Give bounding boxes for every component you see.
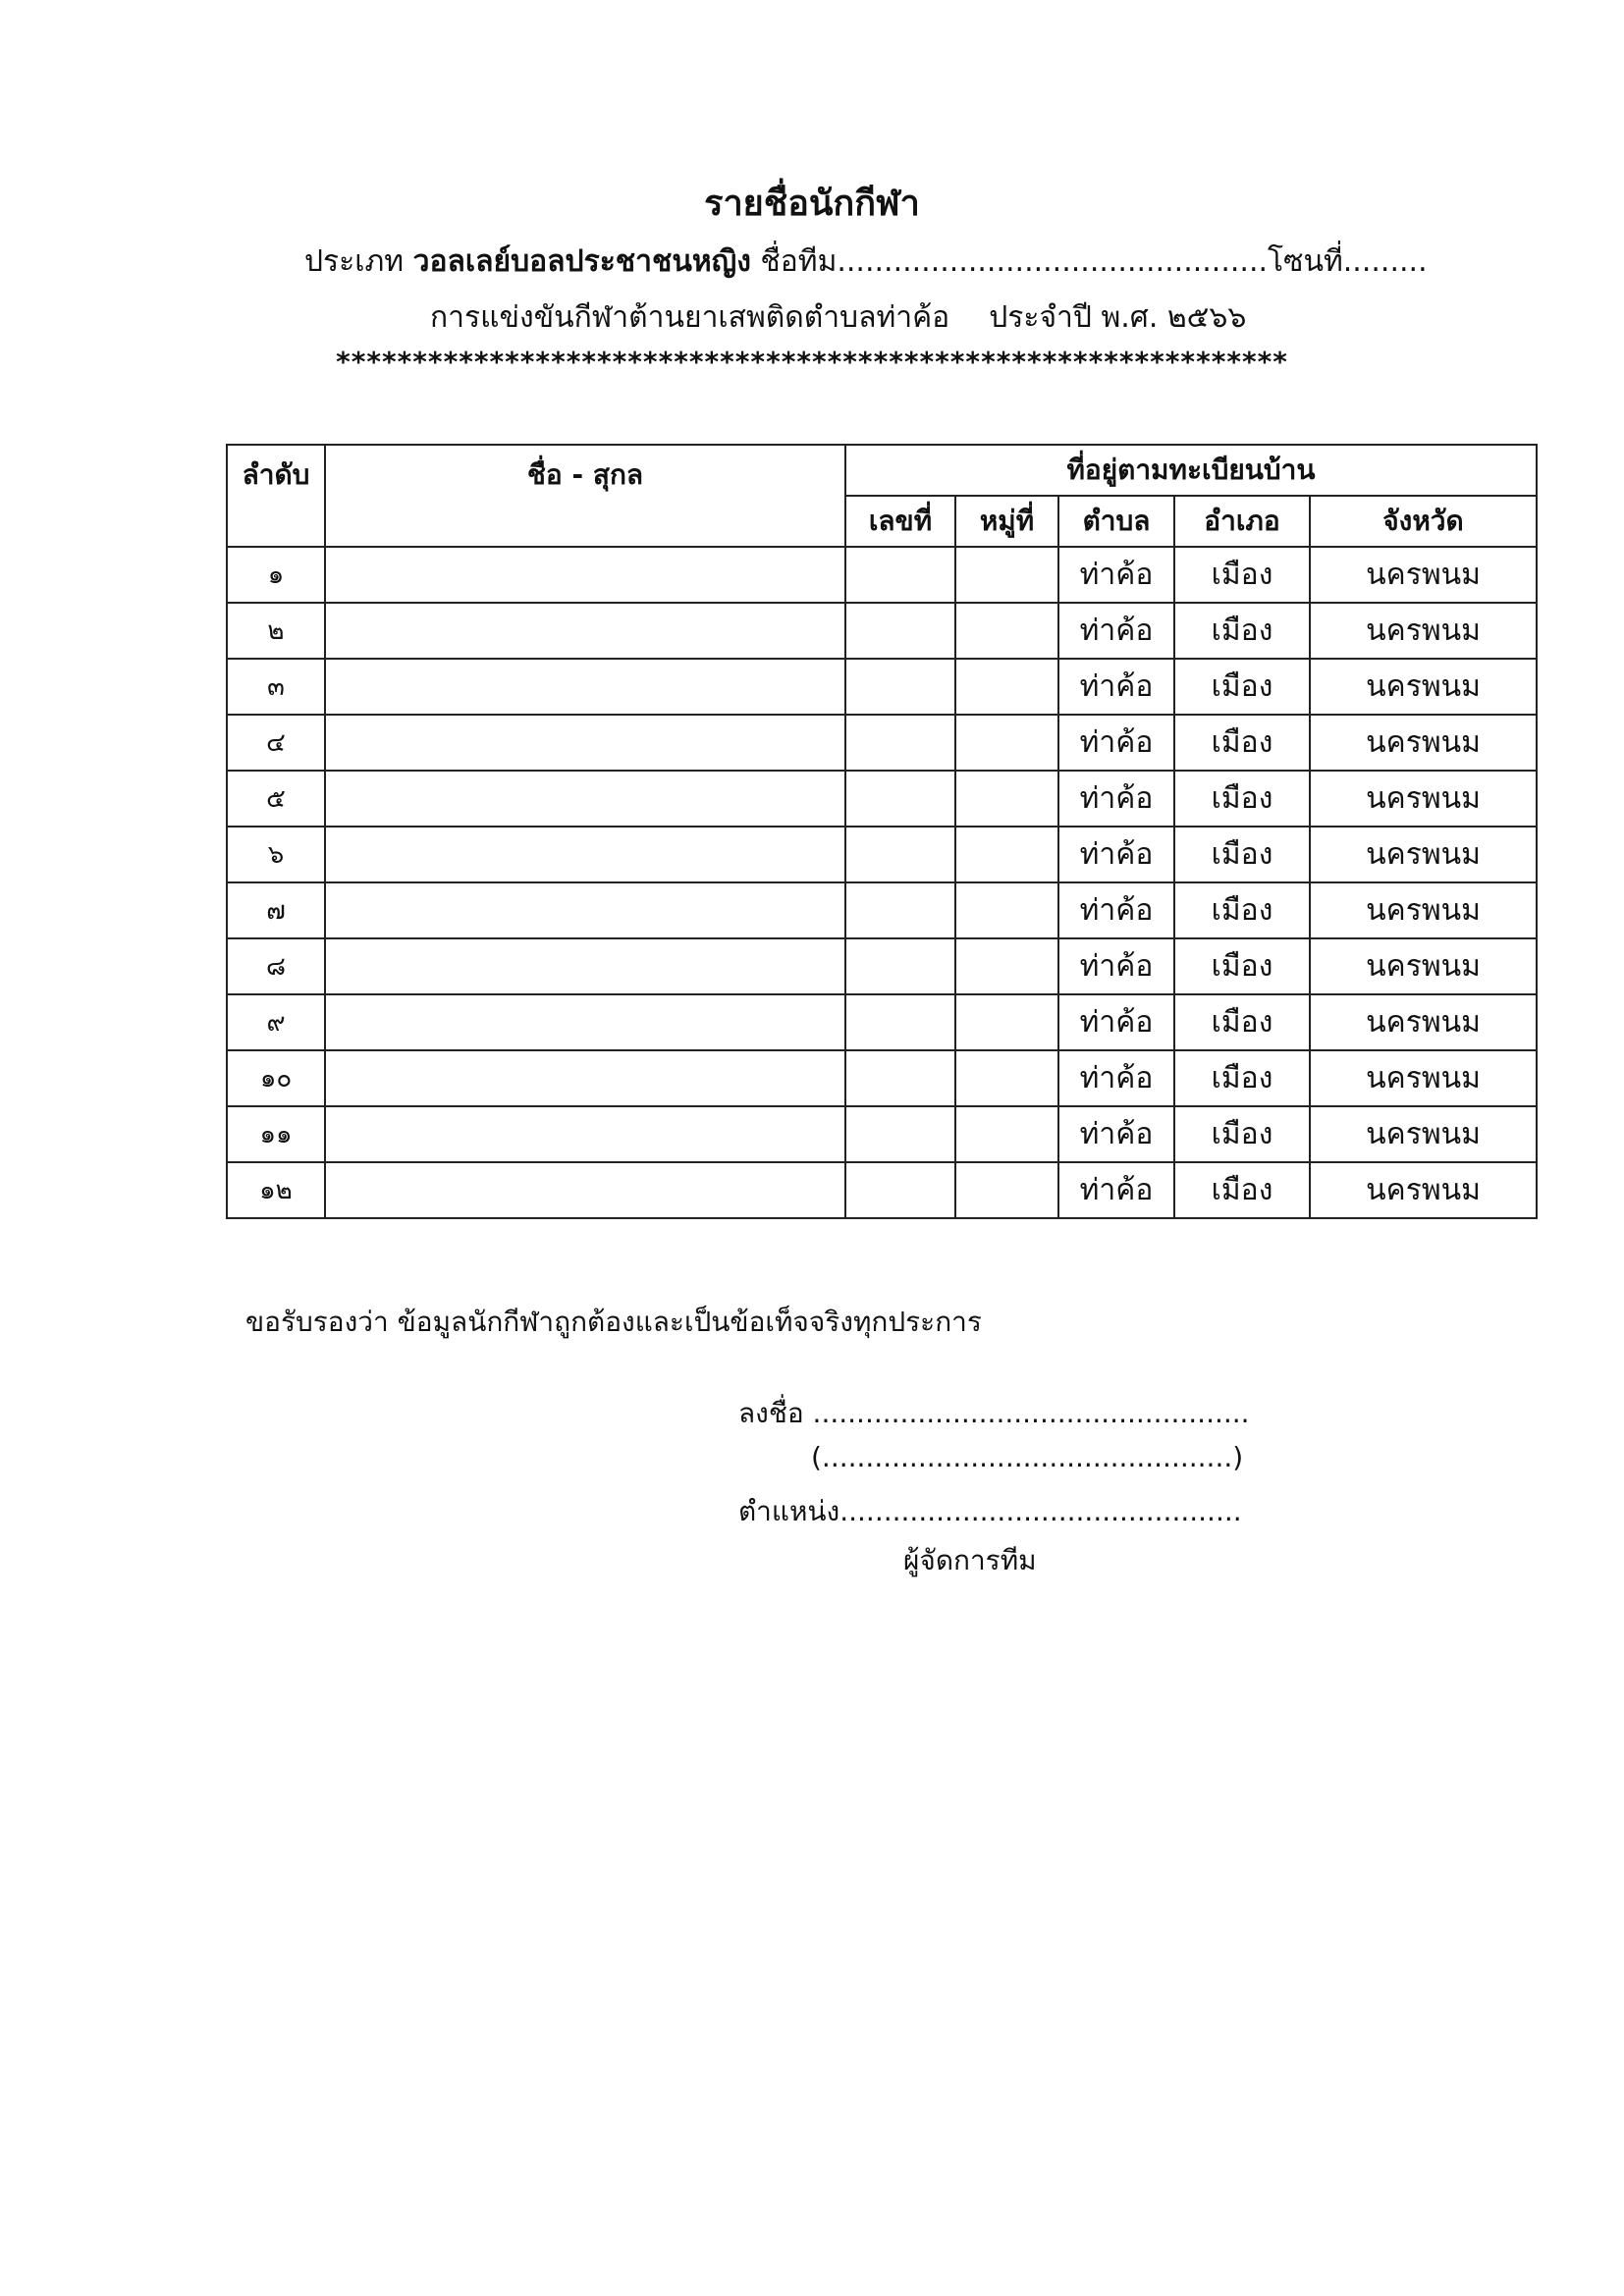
village-cell — [955, 882, 1058, 938]
subdistrict-cell: ท่าค้อ — [1058, 547, 1174, 603]
name-cell — [325, 1162, 845, 1218]
signature-name-line: (...............................................) — [811, 1441, 1244, 1473]
house-no-cell — [845, 1106, 955, 1162]
house-no-cell — [845, 547, 955, 603]
province-cell: นครพนม — [1310, 827, 1537, 882]
name-cell — [325, 715, 845, 771]
event-name: การแข่งขันกีฬาต้านยาเสพติดตำบลท่าค้อ — [430, 300, 950, 335]
name-cell — [325, 1050, 845, 1106]
table-row — [227, 715, 1537, 771]
province-cell: นครพนม — [1310, 882, 1537, 938]
district-cell: เมือง — [1174, 715, 1310, 771]
house-no-cell — [845, 659, 955, 715]
house-no-cell — [845, 827, 955, 882]
header-province: จังหวัด — [1310, 496, 1537, 547]
table-row — [227, 1050, 1537, 1106]
table-row — [227, 882, 1537, 938]
order-cell: ๓ — [227, 659, 325, 715]
order-cell: ๑๐ — [227, 1050, 325, 1106]
type-label: ประเภท — [304, 244, 405, 279]
type-team-line — [304, 239, 1428, 285]
village-cell — [955, 938, 1058, 994]
position-line: ตำแหน่ง.............................................. — [738, 1495, 1242, 1527]
certification-text: ขอรับรองว่า ข้อมูลนักกีฬาถูกต้องและเป็นข้อเท็จจริงทุกประการ — [245, 1306, 982, 1338]
subdistrict-cell: ท่าค้อ — [1058, 994, 1174, 1050]
subdistrict-cell: ท่าค้อ — [1058, 827, 1174, 882]
district-cell: เมือง — [1174, 882, 1310, 938]
header-address: ที่อยู่ตามทะเบียนบ้าน — [845, 445, 1537, 496]
header-village: หมู่ที่ — [955, 496, 1058, 547]
order-cell: ๖ — [227, 827, 325, 882]
subdistrict-cell: ท่าค้อ — [1058, 659, 1174, 715]
name-cell — [325, 659, 845, 715]
subdistrict-cell: ท่าค้อ — [1058, 715, 1174, 771]
order-cell: ๔ — [227, 715, 325, 771]
name-cell — [325, 938, 845, 994]
order-cell: ๑ — [227, 547, 325, 603]
name-cell — [325, 547, 845, 603]
village-cell — [955, 827, 1058, 882]
village-cell — [955, 1106, 1058, 1162]
zone-label: โซนที่......... — [1268, 244, 1428, 279]
name-cell — [325, 827, 845, 882]
province-cell: นครพนม — [1310, 547, 1537, 603]
province-cell: นครพนม — [1310, 1106, 1537, 1162]
name-cell — [325, 771, 845, 827]
table-row — [227, 827, 1537, 882]
subdistrict-cell: ท่าค้อ — [1058, 771, 1174, 827]
document-title: รายชื่อนักกีฬา — [704, 184, 920, 224]
signature-line: ลงชื่อ .................................................. — [738, 1397, 1250, 1429]
table-row — [227, 771, 1537, 827]
province-cell: นครพนม — [1310, 1162, 1537, 1218]
order-cell: ๕ — [227, 771, 325, 827]
district-cell: เมือง — [1174, 547, 1310, 603]
order-cell: ๘ — [227, 938, 325, 994]
village-cell — [955, 547, 1058, 603]
order-cell: ๒ — [227, 603, 325, 659]
name-cell — [325, 882, 845, 938]
house-no-cell — [845, 938, 955, 994]
header-order: ลำดับ — [227, 445, 325, 547]
province-cell: นครพนม — [1310, 1050, 1537, 1106]
house-no-cell — [845, 771, 955, 827]
district-cell: เมือง — [1174, 1106, 1310, 1162]
district-cell: เมือง — [1174, 771, 1310, 827]
district-cell: เมือง — [1174, 938, 1310, 994]
district-cell: เมือง — [1174, 603, 1310, 659]
village-cell — [955, 659, 1058, 715]
name-cell — [325, 994, 845, 1050]
header-name: ชื่อ - สุกล — [325, 445, 845, 547]
header-district: อำเภอ — [1174, 496, 1310, 547]
name-cell — [325, 1106, 845, 1162]
subdistrict-cell: ท่าค้อ — [1058, 1106, 1174, 1162]
village-cell — [955, 994, 1058, 1050]
subdistrict-cell: ท่าค้อ — [1058, 1050, 1174, 1106]
province-cell: นครพนม — [1310, 938, 1537, 994]
province-cell: นครพนม — [1310, 771, 1537, 827]
table-row — [227, 659, 1537, 715]
province-cell: นครพนม — [1310, 603, 1537, 659]
house-no-cell — [845, 882, 955, 938]
header-subdistrict: ตำบล — [1058, 496, 1174, 547]
district-cell: เมือง — [1174, 1050, 1310, 1106]
province-cell: นครพนม — [1310, 659, 1537, 715]
name-cell — [325, 603, 845, 659]
header-house-no: เลขที่ — [845, 496, 955, 547]
subdistrict-cell: ท่าค้อ — [1058, 1162, 1174, 1218]
village-cell — [955, 603, 1058, 659]
district-cell: เมือง — [1174, 1162, 1310, 1218]
house-no-cell — [845, 715, 955, 771]
district-cell: เมือง — [1174, 827, 1310, 882]
table-row — [227, 603, 1537, 659]
subdistrict-cell: ท่าค้อ — [1058, 882, 1174, 938]
event-year: ประจำปี พ.ศ. ๒๕๖๖ — [989, 300, 1247, 335]
order-cell: ๗ — [227, 882, 325, 938]
signer-role: ผู้จัดการทีม — [903, 1544, 1037, 1576]
team-label: ชื่อทีม.............................................. — [760, 244, 1269, 279]
separator-stars: ************************************************************** — [336, 346, 1288, 378]
table-row — [227, 994, 1537, 1050]
village-cell — [955, 771, 1058, 827]
province-cell: นครพนม — [1310, 994, 1537, 1050]
province-cell: นครพนม — [1310, 715, 1537, 771]
district-cell: เมือง — [1174, 994, 1310, 1050]
order-cell: ๙ — [227, 994, 325, 1050]
house-no-cell — [845, 1050, 955, 1106]
subdistrict-cell: ท่าค้อ — [1058, 603, 1174, 659]
table-row — [227, 547, 1537, 603]
event-line — [430, 294, 1314, 341]
house-no-cell — [845, 1162, 955, 1218]
house-no-cell — [845, 994, 955, 1050]
order-cell: ๑๑ — [227, 1106, 325, 1162]
village-cell — [955, 1050, 1058, 1106]
village-cell — [955, 1162, 1058, 1218]
table-row — [227, 1106, 1537, 1162]
house-no-cell — [845, 603, 955, 659]
type-value: วอลเลย์บอลประชาชนหญิง — [412, 244, 751, 279]
district-cell: เมือง — [1174, 659, 1310, 715]
village-cell — [955, 715, 1058, 771]
athlete-table — [226, 444, 1538, 1219]
order-cell: ๑๒ — [227, 1162, 325, 1218]
table-row — [227, 1162, 1537, 1218]
table-row — [227, 938, 1537, 994]
subdistrict-cell: ท่าค้อ — [1058, 938, 1174, 994]
